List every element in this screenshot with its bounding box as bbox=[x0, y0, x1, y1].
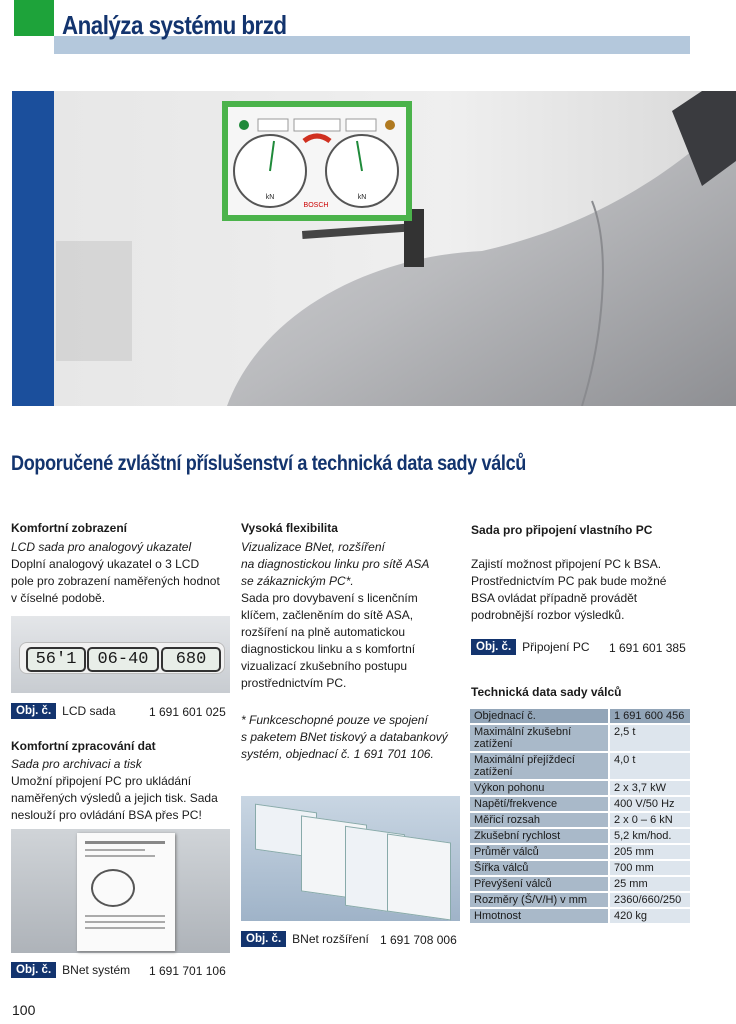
body-line: klíčem, začleněním do sítě ASA, bbox=[241, 608, 414, 622]
body-line: Umožní připojení PC pro ukládání bbox=[11, 774, 192, 788]
body-line: naměřených výsledů a jejich tisk. Sada bbox=[11, 791, 218, 805]
table-value-cell: 4,0 t bbox=[609, 752, 690, 780]
footnote-line: * Funkceschopné pouze ve spojení bbox=[241, 713, 428, 727]
table-key-cell: Šířka válců bbox=[470, 860, 609, 876]
bnet-visualization-image bbox=[241, 796, 460, 921]
flexibility-footnote bbox=[241, 712, 466, 763]
body-line: prostřednictvím PC. bbox=[241, 676, 347, 690]
order-label: BNet systém bbox=[62, 963, 131, 977]
lcd-display-right: 680 bbox=[161, 647, 221, 672]
subtitle-line: se zákaznickým PC*. bbox=[241, 574, 354, 588]
order-tag: Obj. č. bbox=[241, 931, 286, 947]
data-processing-heading: Komfortní zpracování dat bbox=[11, 739, 156, 753]
order-label: BNet rozšíření bbox=[292, 932, 369, 946]
table-key-cell: Maximální přejíždecí zatížení bbox=[470, 752, 609, 780]
tech-data-heading: Technická data sady válců bbox=[471, 685, 622, 699]
hero-image bbox=[12, 91, 736, 406]
body-line: v číselné podobě. bbox=[11, 591, 106, 605]
brake-tester-photo bbox=[12, 91, 736, 406]
printout-diagram bbox=[91, 869, 135, 907]
body-line: Doplní analogový ukazatel o 3 LCD bbox=[11, 557, 200, 571]
table-value-cell: 420 kg bbox=[609, 908, 690, 924]
order-row-bnet-extension bbox=[241, 931, 369, 947]
svg-text:BOSCH: BOSCH bbox=[303, 202, 329, 209]
body-line: rozšíření na plně automatickou bbox=[241, 625, 406, 639]
order-row-bnet-system bbox=[11, 962, 130, 978]
table-row bbox=[470, 709, 690, 724]
lcd-set-image bbox=[11, 616, 230, 693]
body-line: Sada pro dovybavení s licenčním bbox=[241, 591, 418, 605]
table-value-cell: 400 V/50 Hz bbox=[609, 796, 690, 812]
table-row bbox=[470, 752, 690, 780]
table-value-cell: 205 mm bbox=[609, 844, 690, 860]
table-row bbox=[470, 892, 690, 908]
order-tag: Obj. č. bbox=[471, 639, 516, 655]
screen-panel bbox=[387, 834, 451, 921]
footnote-line: s paketem BNet tiskový a databankový bbox=[241, 730, 448, 744]
table-key-cell: Rozměry (Š/V/H) v mm bbox=[470, 892, 609, 908]
table-value-cell: 2 x 3,7 kW bbox=[609, 780, 690, 796]
flexibility-subtitle bbox=[241, 539, 429, 590]
body-line: podrobnější rozbor výsledků. bbox=[471, 608, 625, 622]
table-key-cell: Objednací č. bbox=[470, 709, 609, 724]
order-number: 1 691 601 025 bbox=[149, 705, 226, 719]
printout-line bbox=[85, 921, 165, 923]
printout-image bbox=[11, 829, 230, 953]
printout-line bbox=[85, 849, 145, 851]
tech-data-table bbox=[470, 709, 690, 925]
printout-line bbox=[85, 915, 165, 917]
order-number: 1 691 708 006 bbox=[380, 933, 457, 947]
page-title: Analýza systému brzd bbox=[62, 10, 287, 40]
table-value-cell: 5,2 km/hod. bbox=[609, 828, 690, 844]
svg-text:kN: kN bbox=[265, 194, 275, 201]
pc-connection-heading: Sada pro připojení vlastního PC bbox=[471, 523, 653, 537]
printout-line bbox=[85, 841, 165, 844]
comfort-display-subtitle: LCD sada pro analogový ukazatel bbox=[11, 540, 192, 554]
table-key-cell: Hmotnost bbox=[470, 908, 609, 924]
table-key-cell: Měřicí rozsah bbox=[470, 812, 609, 828]
table-row bbox=[470, 780, 690, 796]
table-value-cell: 25 mm bbox=[609, 876, 690, 892]
table-row bbox=[470, 796, 690, 812]
table-key-cell: Průměr válců bbox=[470, 844, 609, 860]
printout-line bbox=[85, 927, 165, 929]
data-processing-subtitle: Sada pro archivaci a tisk bbox=[11, 757, 142, 771]
table-key-cell: Zkušební rychlost bbox=[470, 828, 609, 844]
order-tag: Obj. č. bbox=[11, 703, 56, 719]
table-row bbox=[470, 844, 690, 860]
table-value-cell: 2,5 t bbox=[609, 724, 690, 752]
body-line: pole pro zobrazení naměřených hodnot bbox=[11, 574, 220, 588]
footnote-line: systém, objednací č. 1 691 701 106. bbox=[241, 747, 434, 761]
printout-line bbox=[85, 855, 155, 857]
order-number: 1 691 701 106 bbox=[149, 964, 226, 978]
body-line: Prostřednictvím PC pak bude možné bbox=[471, 574, 667, 588]
order-label: LCD sada bbox=[62, 704, 116, 718]
pc-connection-body bbox=[471, 556, 696, 624]
table-row bbox=[470, 812, 690, 828]
table-key-cell: Napětí/frekvence bbox=[470, 796, 609, 812]
flexibility-body bbox=[241, 590, 461, 692]
table-row bbox=[470, 876, 690, 892]
order-label: Připojení PC bbox=[522, 640, 590, 654]
table-value-cell: 1 691 600 456 bbox=[609, 709, 690, 724]
header-accent bbox=[14, 0, 54, 36]
printout-sheet bbox=[77, 833, 175, 951]
table-key-cell: Maximální zkušební zatížení bbox=[470, 724, 609, 752]
table-value-cell: 2360/660/250 bbox=[609, 892, 690, 908]
body-line: neslouží pro ovládání BSA přes PC! bbox=[11, 808, 202, 822]
body-line: vizualizací zkušebního postupu bbox=[241, 659, 408, 673]
table-row bbox=[470, 724, 690, 752]
flexibility-heading: Vysoká flexibilita bbox=[241, 521, 338, 535]
comfort-display-body bbox=[11, 556, 233, 607]
table-key-cell: Převýšení válců bbox=[470, 876, 609, 892]
body-line: diagnostickou linku a s komfortní bbox=[241, 642, 416, 656]
svg-text:kN: kN bbox=[357, 194, 367, 201]
table-row bbox=[470, 828, 690, 844]
order-row-pc bbox=[471, 639, 590, 655]
body-line: BSA ovládat případně provádět bbox=[471, 591, 638, 605]
table-value-cell: 700 mm bbox=[609, 860, 690, 876]
body-line: Zajistí možnost připojení PC k BSA. bbox=[471, 557, 662, 571]
subtitle-line: na diagnostickou linku pro sítě ASA bbox=[241, 557, 430, 571]
section-title: Doporučené zvláštní příslušenství a technická data sady válců bbox=[11, 452, 527, 475]
page-number: 100 bbox=[12, 1002, 36, 1018]
table-row bbox=[470, 860, 690, 876]
order-tag: Obj. č. bbox=[11, 962, 56, 978]
order-number: 1 691 601 385 bbox=[609, 641, 686, 655]
subtitle-line: Vizualizace BNet, rozšíření bbox=[241, 540, 385, 554]
table-value-cell: 2 x 0 – 6 kN bbox=[609, 812, 690, 828]
data-processing-body bbox=[11, 773, 235, 824]
table-row bbox=[470, 908, 690, 924]
table-key-cell: Výkon pohonu bbox=[470, 780, 609, 796]
comfort-display-heading: Komfortní zobrazení bbox=[11, 521, 127, 535]
lcd-display-middle: 06-40 bbox=[87, 647, 159, 672]
lcd-display-left: 56'1 bbox=[26, 647, 86, 672]
order-row-lcd bbox=[11, 703, 116, 719]
